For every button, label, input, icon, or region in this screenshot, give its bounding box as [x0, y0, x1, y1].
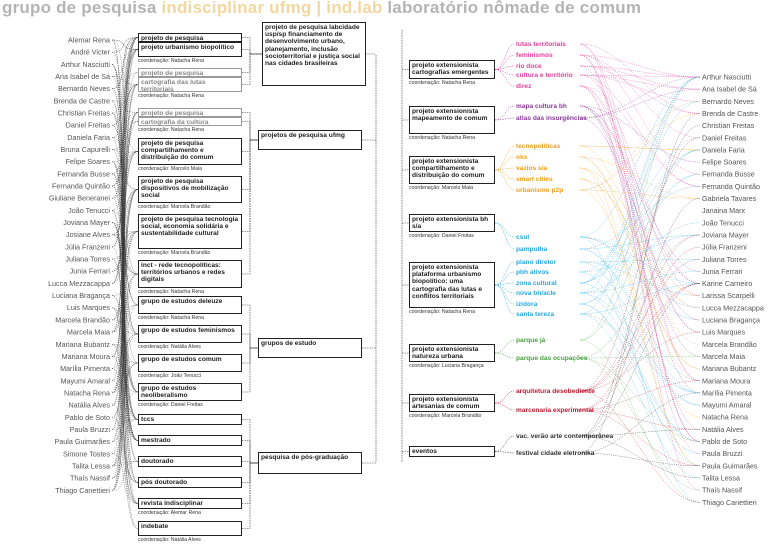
- ext-box-0: projeto extensionista cartografias emergentes: [409, 60, 495, 79]
- connector: [242, 38, 262, 55]
- left-person: Fernanda Quintão: [52, 181, 110, 191]
- connector: [580, 146, 700, 150]
- right-person: Arthur Nasciutti: [702, 72, 752, 82]
- left-person: Brenda de Castre: [53, 96, 110, 106]
- connector: [495, 403, 514, 410]
- right-person: Christian Freitas: [702, 121, 755, 131]
- left-person: Luis Marques: [66, 303, 110, 313]
- connector: [495, 285, 514, 314]
- topic-4: direz: [516, 83, 532, 90]
- left-box-coord-19: coordenação: Natália Alves: [138, 537, 201, 543]
- left-box-coord-10: coordenação: Natacha Rena: [138, 315, 205, 321]
- connector: [580, 235, 700, 358]
- right-person: Junia Ferrari: [702, 266, 743, 276]
- connector: [580, 157, 700, 369]
- topic-15: pbh ativos: [516, 269, 549, 276]
- connector: [112, 122, 138, 150]
- left-box-1: projeto urbanismo biopolítico: [138, 42, 242, 57]
- connector: [242, 348, 258, 363]
- ext-box-1: projeto extensionista mapeamento de comum: [409, 106, 495, 134]
- right-person: Felipe Soares: [702, 157, 747, 167]
- connector: [580, 284, 700, 391]
- connector: [495, 170, 514, 190]
- left-person: Fernanda Busse: [57, 169, 110, 179]
- connector: [580, 168, 700, 369]
- connector: [580, 77, 700, 283]
- topic-16: zona cultural: [516, 280, 557, 287]
- left-person: Mariana Bubantz: [55, 339, 110, 349]
- connector: [580, 106, 700, 332]
- left-box-16: doutorado: [138, 456, 242, 467]
- left-box-15: mestrado: [138, 435, 242, 446]
- left-box-coord-12: coordenação: João Tenucci: [138, 373, 202, 379]
- left-box-8: projeto de pesquisa tecnologia social, economia solidária e sustentabilidade cultural: [138, 214, 242, 249]
- left-person: Marília Pimenta: [60, 364, 110, 374]
- connector: [580, 55, 700, 77]
- connector: [495, 391, 514, 403]
- connector: [580, 391, 700, 502]
- connector: [580, 86, 700, 332]
- left-box-coord-13: coordenação: Daniel Freitas: [138, 402, 203, 408]
- right-person: Gabriela Tavares: [702, 194, 757, 203]
- topic-0: lutas territoriais: [516, 41, 566, 48]
- left-person: Simone Tostes: [62, 449, 110, 459]
- topic-14: plano diretor: [516, 259, 557, 266]
- connector: [580, 247, 700, 410]
- connector: [112, 38, 138, 284]
- topic-17: nova bh/acle: [516, 290, 556, 297]
- left-box-9: inct - rede tecnopolíticas: territórios urbanos e redes digitais: [138, 260, 242, 288]
- connector: [580, 436, 700, 478]
- connector: [580, 381, 700, 410]
- left-box-12: grupo de estudos comum: [138, 354, 242, 372]
- right-person: Luis Marques: [702, 327, 746, 337]
- right-person: Natacha Rena: [702, 412, 748, 422]
- connector: [580, 126, 700, 436]
- left-box-7: projeto de pesquisa dispositivos de mobilização social: [138, 176, 242, 203]
- right-person: Júlia Franzeni: [702, 242, 747, 252]
- left-box-coord-9: coordenação: Natacha Rena: [138, 289, 205, 295]
- right-person: Pablo de Soto: [702, 437, 748, 446]
- connector: [580, 356, 700, 358]
- mid-box-3: pesquisa de pós-graduação: [258, 452, 362, 474]
- connector: [580, 223, 700, 293]
- ext-box-5: projeto extensionista natureza urbana: [409, 344, 495, 362]
- connector: [495, 44, 514, 70]
- left-box-11: grupo de estudos feminismos: [138, 325, 242, 343]
- left-box-coord-3: coordenação: Natacha Rena: [138, 93, 205, 99]
- right-person: Mariana Moura: [702, 376, 751, 386]
- connector: [495, 106, 514, 120]
- connector: [580, 106, 700, 356]
- connector: [580, 106, 700, 284]
- left-box-coord-7: coordenação: Marcela Brandão: [138, 204, 211, 210]
- left-box-6: projeto de pesquisa compartilhamento e distribuição do comum: [138, 138, 242, 165]
- right-person: Juliana Torres: [702, 254, 747, 264]
- connector: [495, 452, 514, 454]
- connector: [580, 237, 700, 320]
- connector: [495, 262, 514, 285]
- title-indisciplinar: indisciplinar ufmg | ind.lab: [161, 0, 388, 17]
- left-person: Marcela Maia: [66, 327, 110, 337]
- topic-3: cultura e território: [516, 72, 573, 79]
- left-person: Mariana Moura: [61, 351, 110, 361]
- ext-box-3: projeto extensionista bh s/a: [409, 214, 495, 232]
- connector: [495, 55, 514, 70]
- right-person: Marília Pimenta: [702, 388, 752, 398]
- left-person: Talita Lessa: [72, 461, 110, 471]
- connector: [495, 283, 514, 285]
- connector: [495, 70, 514, 87]
- connector: [495, 146, 514, 170]
- left-person: Luciana Bragança: [52, 291, 110, 301]
- topic-5: mapa cultura bh: [516, 103, 567, 110]
- ext-box-coord-6: coordenação: Marcela Brandão: [409, 413, 482, 419]
- left-box-13: grupo de estudos neoliberalismo: [138, 383, 242, 401]
- topic-7: tecnopolíticas: [516, 143, 561, 150]
- connector: [580, 75, 700, 284]
- left-person: Junia Ferrari: [69, 266, 110, 276]
- ext-box-coord-1: coordenação: Natacha Rena: [409, 135, 476, 141]
- connector: [580, 77, 700, 118]
- left-person: Pablo de Soto: [64, 412, 110, 422]
- connector: [495, 285, 514, 293]
- left-person: Christian Freitas: [57, 108, 110, 118]
- connector: [112, 38, 138, 89]
- left-box-19: indebate: [138, 521, 242, 536]
- left-person: Natacha Rena: [64, 388, 110, 398]
- left-box-3: cartografia das lutas territoriais: [138, 77, 242, 92]
- left-person: Daniela Faria: [67, 132, 110, 142]
- title-lab: laboratório nômade de comum: [387, 0, 642, 17]
- right-person: Larissa Scarpelli: [702, 291, 755, 301]
- topic-23: marcenaria experimental: [516, 407, 594, 414]
- connector: [580, 77, 700, 314]
- right-person: Lucca Mezzacappa: [702, 303, 764, 313]
- left-box-14: tccs: [138, 414, 242, 425]
- connector: [580, 75, 700, 186]
- right-person: Brenda de Castre: [702, 108, 759, 118]
- connector: [242, 54, 262, 85]
- left-person: Mayumi Amaral: [60, 376, 110, 386]
- right-person: Mariana Bubantz: [702, 364, 757, 374]
- left-box-coord-6: coordenação: Marcelo Maia: [138, 166, 203, 172]
- topic-25: festival cidade eletronika: [516, 450, 595, 457]
- connector: [495, 70, 514, 76]
- right-person: Paula Bruzzi: [702, 449, 743, 459]
- topic-12: csul: [516, 234, 530, 241]
- connector: [580, 314, 700, 478]
- connector: [112, 38, 138, 89]
- connector: [580, 101, 700, 283]
- connector: [580, 235, 700, 391]
- connector: [580, 55, 700, 138]
- left-box-coord-18: coordenação: Alemar Rena: [138, 510, 201, 516]
- connector: [580, 44, 700, 113]
- connector: [580, 89, 700, 118]
- connector: [112, 40, 138, 152]
- connector: [580, 262, 700, 405]
- left-person: Marcela Brandão: [55, 315, 110, 325]
- ext-box-coord-4: coordenação: Natacha Rena: [409, 309, 476, 315]
- connector: [495, 285, 514, 304]
- right-person: Luciana Bragança: [702, 315, 760, 325]
- right-person: Thaís Nassif: [702, 485, 742, 495]
- connector: [495, 223, 514, 237]
- topic-21: parque das ocupações: [516, 355, 588, 362]
- connector: [580, 304, 700, 454]
- connector: [580, 146, 700, 344]
- connector: [580, 86, 700, 454]
- ext-box-6: projeto extensionista artesanias de comum: [409, 394, 495, 412]
- right-person: Paula Guimarães: [702, 461, 758, 471]
- left-person: Thaís Nassif: [70, 473, 110, 483]
- connector: [580, 106, 700, 393]
- left-person: Daniel Freitas: [65, 120, 110, 130]
- right-person: Karine Carneiro: [702, 279, 753, 289]
- topic-24: vac. verão arte contemporânea: [516, 433, 614, 440]
- connector: [495, 170, 514, 179]
- topic-10: smart cities: [516, 176, 553, 183]
- left-person: Lucca Mezzacappa: [48, 278, 110, 288]
- connector: [242, 54, 262, 73]
- left-person: Giuliane Beneranei: [48, 193, 110, 203]
- left-box-18: revista indisciplinar: [138, 498, 242, 509]
- connector: [242, 463, 258, 529]
- connector: [112, 38, 138, 284]
- ext-box-4: projeto extensionista plataforma urbanismo biopolítico: uma cartografia das lutas e conflitos territoriais: [409, 262, 495, 308]
- connector: [580, 86, 700, 186]
- ext-box-coord-5: coordenação: Luciana Bragança: [409, 363, 484, 369]
- left-person: Josiane Alves: [66, 230, 110, 240]
- topic-20: parque já: [516, 337, 546, 344]
- connector: [580, 106, 700, 271]
- left-person: Arthur Nasciutti: [60, 59, 110, 69]
- right-person: Talita Lessa: [702, 473, 740, 483]
- mid-box-1: projetos de pesquisa ufmg: [258, 130, 362, 150]
- left-box-coord-11: coordenação: Natália Alves: [138, 344, 201, 350]
- topic-11: urbanismo p2p: [516, 187, 564, 194]
- connector: [112, 38, 138, 89]
- topic-8: oks: [516, 154, 528, 161]
- left-box-2: projeto de pesquisa: [138, 68, 242, 77]
- ext-box-2: projeto extensionista compartilhamento e distribuição do comum: [409, 156, 495, 184]
- connector: [580, 66, 700, 89]
- left-person: Thiago Canettieri: [55, 485, 110, 495]
- right-person: Natália Alves: [702, 424, 744, 434]
- topic-18: izidora: [516, 301, 538, 308]
- left-person: Ana Isabel de Sá: [55, 72, 110, 82]
- right-person: Thiago Canettieri: [702, 497, 757, 507]
- left-person: Felipe Soares: [65, 157, 110, 167]
- connector: [112, 77, 138, 85]
- connector: [495, 223, 514, 249]
- connector: [495, 436, 514, 452]
- connector: [580, 113, 700, 453]
- left-person: Joviana Mayer: [63, 218, 110, 228]
- ext-box-7: eventos: [409, 446, 495, 457]
- right-person: Daniela Faria: [702, 145, 745, 155]
- connector: [580, 249, 700, 393]
- topic-9: vazios s/a: [516, 165, 548, 172]
- connector: [112, 405, 138, 482]
- left-box-4: projeto de pesquisa: [138, 108, 242, 117]
- left-box-0: projeto de pesquisa: [138, 33, 242, 42]
- left-person: Alemar Rena: [68, 35, 110, 45]
- left-box-10: grupo de estudos deleuze: [138, 296, 242, 314]
- right-person: Mayumi Amaral: [702, 400, 752, 410]
- connector: [580, 262, 700, 296]
- connector: [495, 118, 514, 120]
- left-person: Bernardo Neves: [58, 84, 110, 94]
- topic-19: santa tereza: [516, 311, 555, 318]
- connector: [242, 140, 258, 274]
- connector: [580, 66, 700, 77]
- left-person: Natália Alves: [68, 400, 110, 410]
- topic-22: arquitetura desobediente: [516, 388, 595, 395]
- left-person: Juliana Torres: [65, 254, 110, 264]
- topic-13: pampulha: [516, 246, 548, 253]
- topic-2: rio doce: [516, 63, 542, 70]
- topic-1: feminismos: [516, 52, 553, 59]
- mid-box-2: grupos de estudo: [258, 338, 362, 358]
- connector: [580, 138, 700, 391]
- right-person: João Tenucci: [702, 218, 744, 228]
- left-box-coord-8: coordenação: Marcela Brandão: [138, 250, 211, 256]
- connector: [580, 168, 700, 466]
- connector: [580, 259, 700, 391]
- title-group: grupo de pesquisa: [2, 0, 162, 17]
- left-person: Paula Bruzzi: [69, 424, 110, 434]
- connector: [580, 453, 700, 466]
- left-person: André Victer: [70, 47, 110, 57]
- connector: [580, 44, 700, 381]
- ext-box-coord-2: coordenação: Marcelo Maia: [409, 185, 474, 191]
- connector: [112, 454, 138, 504]
- right-person: Marcela Brandão: [702, 339, 757, 349]
- connector: [495, 353, 514, 358]
- right-person: Daniel Freitas: [702, 133, 747, 143]
- right-person: Janaina Marx: [702, 206, 746, 216]
- connector: [242, 140, 258, 190]
- mid-box-0: projeto de pesquisa labcidade usp/sp financiamento de desenvolvimento urbano, planejamento, inclusão socioterritorial e justiça social nas cidades brasileiras: [262, 22, 366, 86]
- left-box-coord-5: coordenação: Natacha Rena: [138, 127, 205, 133]
- connector: [242, 348, 258, 392]
- connector: [580, 113, 700, 190]
- connector: [495, 340, 514, 353]
- left-person: Paula Guimarães: [54, 437, 110, 447]
- connector: [580, 284, 700, 314]
- connector: [580, 66, 700, 381]
- left-box-17: pós doutorado: [138, 477, 242, 488]
- left-box-coord-1: coordenação: Natacha Rena: [138, 58, 205, 64]
- left-person: Bruna Capurelli: [60, 145, 110, 155]
- right-person: Marcela Maia: [702, 351, 746, 361]
- connector: [580, 284, 700, 410]
- ext-box-coord-0: coordenação: Natacha Rena: [409, 80, 476, 86]
- connector: [242, 50, 262, 55]
- connector: [495, 157, 514, 170]
- left-box-5: cartografia da cultura: [138, 117, 242, 126]
- left-person: Júlia Franzeni: [65, 242, 110, 252]
- connector: [580, 358, 700, 490]
- connector: [580, 190, 700, 199]
- connector: [580, 186, 700, 249]
- right-person: Bernardo Neves: [702, 96, 754, 106]
- right-person: Joviana Mayer: [702, 230, 749, 240]
- right-person: Fernanda Quintão: [702, 181, 760, 191]
- right-person: Ana Isabel de Sá: [702, 84, 757, 94]
- right-person: Fernanda Busse: [702, 169, 755, 179]
- connector: [580, 77, 700, 237]
- connector: [495, 272, 514, 285]
- left-person: João Tenucci: [68, 205, 110, 215]
- ext-box-coord-3: coordenação: Daniel Freitas: [409, 233, 474, 239]
- topic-6: atlas das insurgências: [516, 115, 587, 122]
